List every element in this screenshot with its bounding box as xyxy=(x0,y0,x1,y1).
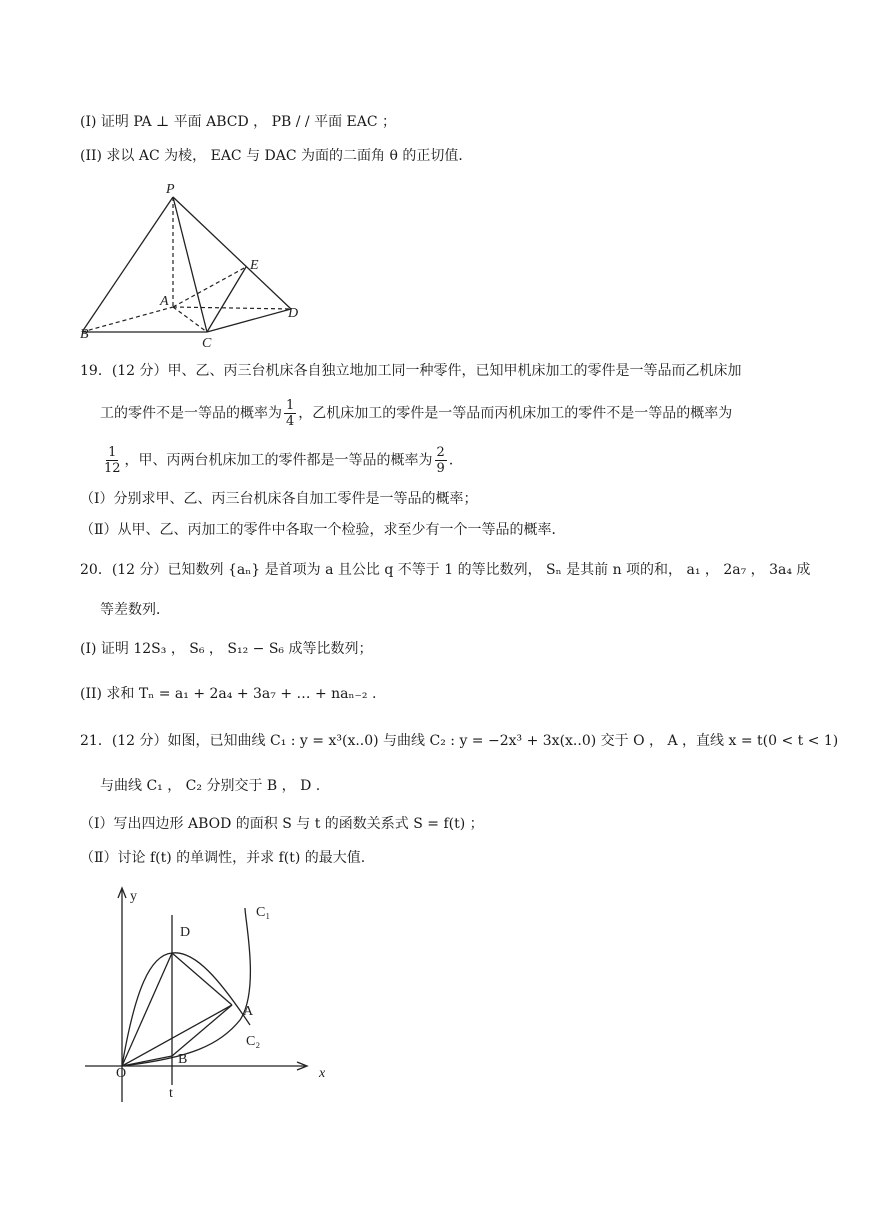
p19-part1: （Ⅰ）分别求甲、乙、丙三台机床各自加工零件是一等品的概率； xyxy=(80,491,478,507)
fraction-1-12 xyxy=(102,445,123,476)
p19-head: 19．(12 分）甲、乙、丙三台机床各自独立地加工同一种零件，已知甲机床加工的零件是一等品而乙机床加 xyxy=(80,363,742,379)
frac2-num: 1 xyxy=(108,445,117,460)
fraction-2-9 xyxy=(435,445,447,476)
p20-part2: (II) 求和 Tₙ = a₁ + 2a₄ + 3a₇ + … + naₙ₋₂ . xyxy=(80,686,377,702)
segment-OB xyxy=(122,1056,172,1066)
p20-part1: (I) 证明 12S₃ ， S₆ ， S₁₂ − S₆ 成等比数列； xyxy=(80,641,373,657)
label-A: A xyxy=(160,294,169,309)
label-x: x xyxy=(319,1066,326,1081)
p18-part1: (I) 证明 PA ⊥ 平面 ABCD ， PB / / 平面 EAC ； xyxy=(80,114,397,130)
p19-line3-end: ． xyxy=(448,452,463,469)
p21-line2: 与曲线 C₁ ， C₂ 分别交于 B ， D . xyxy=(100,778,321,794)
label-C: C xyxy=(202,336,212,351)
frac2-den: 12 xyxy=(104,461,121,476)
frac1-num: 1 xyxy=(286,398,295,413)
label-C1: C₁ xyxy=(256,905,271,920)
p19-line3-text: ，甲、丙两台机床加工的零件都是一等品的概率为 xyxy=(124,452,433,469)
p19-line2a: 工的零件不是一等品的概率为 xyxy=(100,405,282,422)
label-O: O xyxy=(116,1066,127,1081)
curves-figure xyxy=(70,880,340,1110)
p21-part1: （Ⅰ）写出四边形 ABOD 的面积 S 与 t 的函数关系式 S = f(t) ； xyxy=(80,816,484,832)
frac3-num: 2 xyxy=(436,445,445,460)
label-P: P xyxy=(166,182,175,197)
p21-part2: （Ⅱ）讨论 f(t) 的单调性，并求 f(t) 的最大值. xyxy=(80,850,366,866)
label-C2: C₂ xyxy=(246,1034,261,1049)
p21-head: 21．(12 分）如图，已知曲线 C₁ : y = x³(x..0) 与曲线 C₂ : y = −2x³ + 3x(x..0) 交于 O ， A ，直线 x = t(0 < t < 1) xyxy=(80,733,839,749)
fraction-1-4 xyxy=(284,398,296,429)
p19-line2 xyxy=(100,398,732,429)
label-D: D xyxy=(180,925,191,940)
label-t: t xyxy=(169,1086,173,1101)
segment-OD xyxy=(122,953,172,1066)
segment-DA xyxy=(172,953,232,1005)
frac3-den: 9 xyxy=(436,461,445,476)
label-B: B xyxy=(178,1052,188,1067)
label-E: E xyxy=(250,258,259,273)
pyramid-figure xyxy=(70,175,320,355)
p19-part2: （Ⅱ）从甲、乙、丙加工的零件中各取一个检验，求至少有一个一等品的概率． xyxy=(80,522,566,538)
p18-part2: (II) 求以 AC 为棱， EAC 与 DAC 为面的二面角 θ 的正切值． xyxy=(80,148,473,164)
p19-line3 xyxy=(100,445,463,476)
p20-head: 20．(12 分）已知数列 {aₙ} 是首项为 a 且公比 q 不等于 1 的等比数列， Sₙ 是其前 n 项的和， a₁ ， 2a₇ ， 3a₄ 成 xyxy=(80,562,811,578)
curve-C2 xyxy=(122,953,250,1066)
label-A: A xyxy=(243,1004,254,1019)
p20-line2: 等差数列． xyxy=(100,602,170,618)
p19-line2b: ，乙机床加工的零件是一等品而丙机床加工的零件不是一等品的概率为 xyxy=(298,405,733,422)
frac1-den: 4 xyxy=(286,414,295,429)
label-B: B xyxy=(80,327,89,342)
label-y: y xyxy=(130,889,137,904)
label-D: D xyxy=(288,306,299,321)
